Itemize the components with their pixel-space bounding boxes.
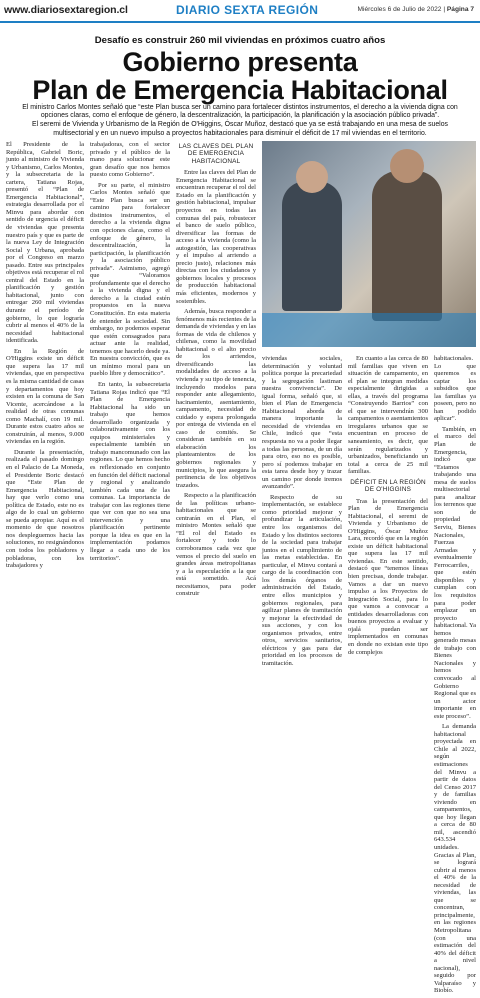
column-4 xyxy=(262,355,342,670)
column-2 xyxy=(90,141,170,565)
paragraph: Respecto a la planificación de las políticas urbano-habitacionales que se centrarán en el Plan, el ministro Montes señaló que “El rol del Estado es fortalecer y todo lo corroboramos cada vez que vemos el precio del suelo en grandes áreas metropolitanas y a la especulación a la que está sometido. Acá necesitamos, para poder construir xyxy=(176,492,256,598)
column-1 xyxy=(6,141,84,573)
paragraph: Además, busca responder a fenómenos más recientes de la demanda de viviendas y en las formas de vida de chilenos y chilenas, como la movilidad habitacional o el alto precio de los arriendos, diversificando las modalidades de acceso a la vivienda y su tipo de tenencia, incluyendo modelos para responder ante allegamiento, hacinamiento, asentamiento, campamento, necesidad de cuidado y espera prolongada por entrega de vivienda en el caso de comités. Se consideran también en su elaboración los planteamientos de los gobiernos regionales y municipios, lo que asegura la pertinencia de los objetivos trazados. xyxy=(176,308,256,489)
lede-paragraph-1: El ministro Carlos Montes señaló que “este Plan busca ser un camino para fortalecer distintos instrumentos, el derecho a la vivienda digna con opciones claras, como el enfoque de género, la descentralización, la participación, la planificación y la asociación público privada”. xyxy=(22,104,458,120)
paragraph: Por su parte, el ministro Carlos Montes señaló que “Este Plan busca ser un camino para fortalecer distintos instrumentos, el derecho a la vivienda digna con opciones claras, como el enfoque de género, la descentralización, la participación, la planificación y la asociación público privada”. Asimismo, agregó que “Valoramos profundamente que el derecho a la vivienda digna y el derecho a la ciudad estén propuestos en la nueva Constitución. En esta materia de entender la sociedad. Sin embargo, no podemos esperar que estén consagrados para actuar ante la realidad, tenemos que hacerlo desde ya. En nuestra convicción, que es un mínimo moral para un pueblo libre y democrático”. xyxy=(90,181,170,378)
section-subhead: DÉFICIT EN LA REGIÓN DE O'HIGGINS xyxy=(350,478,426,494)
headline-line-2: Plan de Emergencia Habitacional xyxy=(32,75,448,105)
paragraph: En la Región de O'Higgins existe un déficit que supera las 17 mil viviendas, que en perspectiva es la misma cantidad de casas y departamentos que hoy existen en la comuna de San Vicente, acercándose a la realidad de otras comunas como Machalí, con 19 mil. Durante estos cuatro años se construirán, al menos, 9.000 viviendas en la región. xyxy=(6,347,84,446)
photo-figure-left xyxy=(282,181,342,311)
issue-date: Miércoles 6 de Julio de 2022 xyxy=(357,6,442,13)
date-page-info: Miércoles 6 de Julio de 2022 | Página 7 xyxy=(357,6,474,13)
paragraph: habitacionales. Lo que queremos es captar los subsidios que las familias ya poseen, pero no han podido aplicar”. xyxy=(434,355,476,423)
article-lede xyxy=(18,104,462,138)
paragraph: En cuanto a las cerca de 80 mil familias que viven en situación de campamento, en el plan se integran medidas especialmente dirigidas a ellas, a través del programa “Construyendo Barrios” con el que se intervendrán 300 campamentos o asentamientos irregulares urbanos que se encuentran en proceso de saneamiento, es decir, que serán regularizados y urbanizados, beneficiando un total a cerca de 25 mil familias. xyxy=(348,355,428,476)
section-subhead: LAS CLAVES DEL PLAN DE EMERGENCIA HABITACIONAL xyxy=(178,143,254,165)
paragraph: trabajadoras, con el sector privado y el público de la mano para solucionar este gran desafío que nos hemos puesto como Gobierno”. xyxy=(90,141,170,179)
photo-head-right xyxy=(390,149,424,183)
article-photo xyxy=(262,141,476,347)
header-rule xyxy=(0,21,480,23)
column-3 xyxy=(176,141,256,601)
page-header xyxy=(0,0,480,22)
paragraph: Tras la presentación del Plan de Emergencia Habitacional, el seremi de Vivienda y Urbanismo de O'Higgins, Óscar Muñoz Lara, recordó que en la región existe un déficit habitacional que supera las 17 mil viviendas. En este sentido, destacó que “tenemos líneas bien precisas, donde trabajar. Vamos a dar un nuevo impulso a los Proyectos de Integración Social, para lo que vamos a convocar a entidades desarrolladoras con buenos proyectos a evaluar y ojalá puedan ser implementados en comunas en donde no existan este tipo de complejos xyxy=(348,497,428,656)
article-headline xyxy=(0,48,480,104)
photo-head-left xyxy=(296,161,328,193)
headline-line-1: Gobierno presenta xyxy=(122,47,358,77)
paragraph: Entre las claves del Plan de Emergencia Habitacional se encuentran recuperar el rol del Estado en la planificación y gestión habitacional, impulsar proyectos en todas las comunas del país, robustecer el banco de suelo público, diversificar las formas de acceso a la vivienda (como la autogestión, las cooperativas y el impulso al arriendo a precio justo), relaciones más directas con los ciudadanos y gobiernos locales y procesos de producción habitacional más eficientes, modernos y sostenibles. xyxy=(176,169,256,305)
photo-backdrop-banner xyxy=(262,313,476,347)
paragraph: La demanda habitacional proyectada en Chile al 2022, según estimaciones del Minvu a partir de datos del Censo 2017 y de familias viviendo en campamentos, que hoy llegan a cerca de 80 mil, ascendió 643.534 unidades. Gracias al Plan, se logrará cubrir al menos el 40% de la necesidad de viviendas, las que se concentran, principalmente, en las regiones Metropolitana (con una estimación del 40% del déficit a nivel nacional), seguido por Valparaíso y Biobío. xyxy=(434,723,476,995)
site-url[interactable]: www.diariosextaregion.cl xyxy=(4,4,128,16)
paragraph: En tanto, la subsecretaria Tatiana Rojas indicó que “El Plan de Emergencia Habitacional ha sido un trabajo que hemos desarrollado organizada y colaborativamente con los equipos ministeriales y especialmente también un trabajo mancomunado con las regiones. Lo que hemos hecho es reflexionado en conjunto en función del déficit nacional y regional y analizando también cada una de las comunas. La importancia de trabajar con las regiones tiene que ver con que no sea una intervención y una planificación pertinente porque la idea es que en la implementación podamos llegar a cada uno de los territorios”. xyxy=(90,380,170,562)
paragraph: viviendas sociales, determinación y voluntad política porque la precariedad y la segregación lastiman nuestra convivencia”. De igual forma, señaló que, si bien el Plan de Emergencia Habitacional aborda de manera importante la necesidad de viviendas en Chile, indicó que “esta respuesta no va a poder llegar a todas las personas, de un día para otro, eso no es posible, pero sí podemos trabajar en esta tarea desde hoy y trazar un camino por donde iremos avanzando”. xyxy=(262,355,342,491)
paragraph: El Presidente de la República, Gabriel Boric, junto al ministro de Vivienda y Urbanismo, Carlos Montes, y la subsecretaria de la cartera, Tatiana Rojas, presentó el “Plan de Emergencia Habitacional”, estrategia desarrollada por el Minvu para abordar con sentido de urgencia el déficit de viviendas que presenta nuestro país y que es parte de la nueva Ley de Integración Social y Urbana, aprobada por el Congreso en marzo pasado. Entre sus principales objetivos está recuperar el rol central del Estado en la planificación y gestión habitacional, junto con entregar 260 mil viviendas durante el período de gobierno, lo que lograría cubrir al menos el 40% de la necesidad habitacional identificada. xyxy=(6,141,84,345)
lede-paragraph-2: El seremi de Vivienda y Urbanismo de la Región de O'Higgins, Óscar Muñoz, destacó que ya se está trabajando en una mesa de suelos multisectorial y en un nuevo impulso a proyectos habitacionales para disminuir el déficit de 17 mil viviendas en el territorio. xyxy=(31,121,448,137)
newspaper-section-title: DIARIO SEXTA REGIÓN xyxy=(176,3,319,17)
photo-figure-right xyxy=(372,171,442,321)
column-6 xyxy=(434,355,476,998)
paragraph: Respecto de su implementación, se establece como prioridad mejorar y profundizar la articulación, entre los organismos del Estado y los distintos sectores de la sociedad para trabajar juntos en el cumplimiento de las metas establecidas. En particular, el Minvu contará a cargo de la coordinación con los demás órganos de administración del Estado, entre ellos municipios y gobiernos regionales, para agilizar planes de tramitación y mejorar la efectividad de sus acciones, y con los organismos privados, entre otros, servicios sanitarios, eléctricos y gas para dar prioridad en los procesos de tramitación. xyxy=(262,493,342,667)
article-kicker: Desafío es construir 260 mil viviendas en próximos cuatro años xyxy=(94,35,386,46)
paragraph: Durante la presentación, realizada el pasado domingo en el Palacio de La Moneda, el Presidente Boric destacó que “Este Plan de Emergencia Habitacional, hay que verlo como una política de Estado, este no es algo de lo cual un gobierno se pueda apropiar. Aquí es el momento de que nosotros nos despleguemos hacia las soluciones, no resignándonos con todos los pobladores y pobladoras, con los trabajadores y xyxy=(6,448,84,570)
paragraph: También, en el marco del Plan de Emergencia, indicó que “Estamos trabajando una mesa de suelos multisectorial para analizar los terrenos que son de propiedad Serviu, Bienes Nacionales, Fuerzas Armadas y eventualmente Ferrocarriles, que estén disponibles y cumplan con los requisitos para poder emplazar un proyecto habitacional. Ya hemos generado mesas de trabajo con Bienes Nacionales y hemos convocado al Gobierno Regional que es un actor importante en este proceso”. xyxy=(434,425,477,720)
page-number: Página 7 xyxy=(446,6,474,13)
column-5 xyxy=(348,355,428,659)
